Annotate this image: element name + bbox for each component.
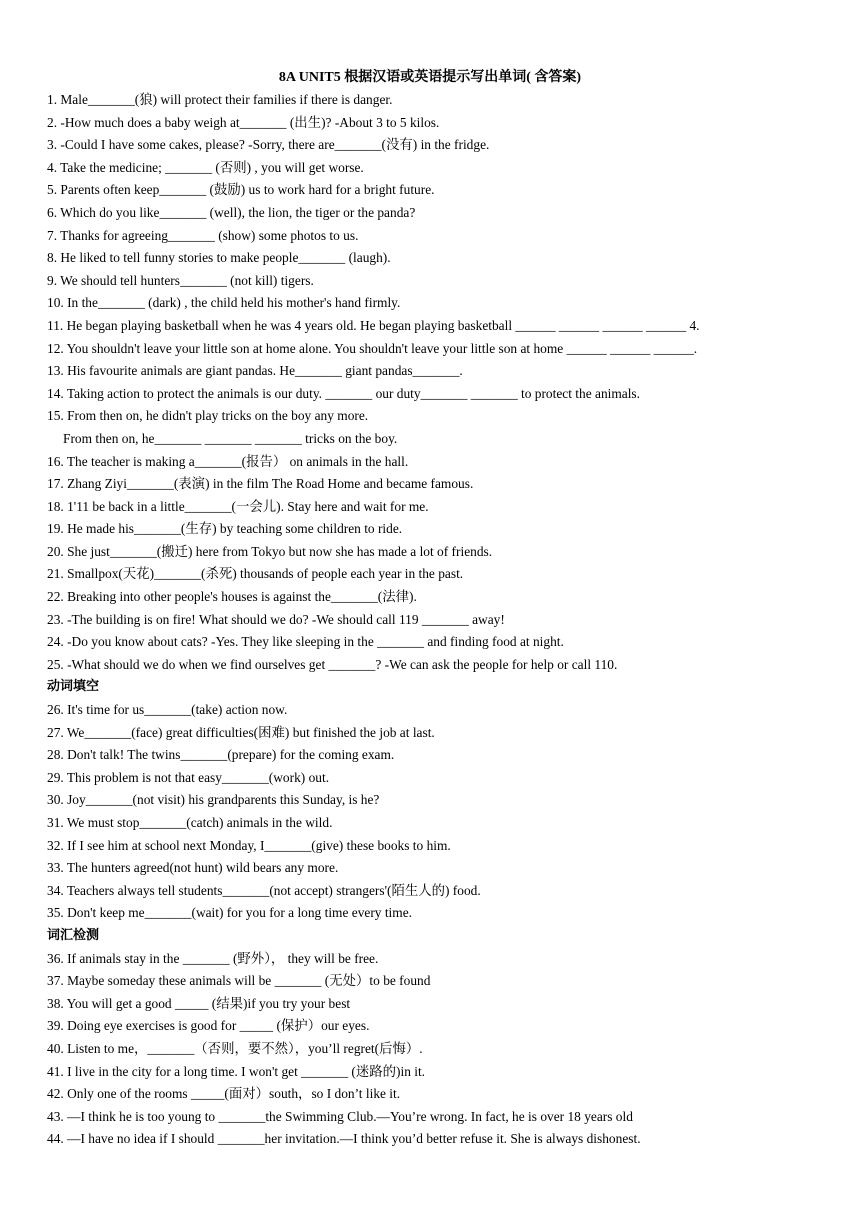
question-list xyxy=(47,89,847,1151)
question-25: 25. -What should we do when we find ourselves get _______? -We can ask the people for help or call 110. xyxy=(47,656,618,672)
question-40: 40. Listen to me，_______（否则，要不然），you’ll regret(后悔）. xyxy=(47,1040,423,1056)
question-22: 22. Breaking into other people's houses is against the_______(法律). xyxy=(47,589,417,605)
question-11: 11. He began playing basketball when he was 4 years old. He began playing basketball ______ ______ ______ ______ 4. xyxy=(47,317,700,333)
question-39: 39. Doing eye exercises is good for _____ (保护）our eyes. xyxy=(47,1018,370,1034)
question-24: 24. -Do you know about cats? -Yes. They like sleeping in the _______ and finding food at night. xyxy=(47,634,564,650)
question-17: 17. Zhang Ziyi_______(表演) in the film The Road Home and became famous. xyxy=(47,476,474,492)
question-18: 18. 1'11 be back in a little_______(一会儿). Stay here and wait for me. xyxy=(47,498,429,514)
question-9: 9. We should tell hunters_______ (not kill) tigers. xyxy=(47,272,314,288)
question-10: 10. In the_______ (dark) , the child held his mother's hand firmly. xyxy=(47,295,401,311)
question-21: 21. Smallpox(天花)_______(杀死) thousands of people each year in the past. xyxy=(47,566,464,582)
question-4: 4. Take the medicine; _______ (否则) , you will get worse. xyxy=(47,159,364,175)
question-37: 37. Maybe someday these animals will be _______ (无处）to be found xyxy=(47,973,431,989)
section-heading-vocab: 词汇检测 xyxy=(47,927,100,943)
question-33: 33. The hunters agreed(not hunt) wild bears any more. xyxy=(47,860,339,876)
question-23: 23. -The building is on fire! What should we do? -We should call 119 _______ away! xyxy=(47,611,505,627)
question-13: 13. His favourite animals are giant pandas. He_______ giant pandas_______. xyxy=(47,363,463,379)
question-42: 42. Only one of the rooms _____(面对）south，so I don’t like it. xyxy=(47,1086,401,1102)
section-heading-verbs: 动词填空 xyxy=(47,679,100,695)
question-16: 16. The teacher is making a_______(报告） on animals in the hall. xyxy=(47,453,409,469)
question-43: 43. —I think he is too young to _______the Swimming Club.—You’re wrong. In fact, he is over 18 years old xyxy=(47,1108,633,1124)
question-3: 3. -Could I have some cakes, please? -Sorry, there are_______(没有) in the fridge. xyxy=(47,137,490,153)
question-26: 26. It's time for us_______(take) action now. xyxy=(47,702,288,718)
question-7: 7. Thanks for agreeing_______ (show) some photos to us. xyxy=(47,227,359,243)
question-12: 12. You shouldn't leave your little son at home alone. You shouldn't leave your little son at home ______ ______ ______. xyxy=(47,340,698,356)
question-8: 8. He liked to tell funny stories to make people_______ (laugh). xyxy=(47,250,391,266)
question-31: 31. We must stop_______(catch) animals in the wild. xyxy=(47,815,333,830)
question-19: 19. He made his_______(生存) by teaching some children to ride. xyxy=(47,521,403,537)
question-2: 2. -How much does a baby weigh at_______ (出生)? -About 3 to 5 kilos. xyxy=(47,114,440,130)
question-1: 1. Male_______(狼) will protect their families if there is danger. xyxy=(47,92,393,107)
question-5: 5. Parents often keep_______ (鼓励) us to work hard for a bright future. xyxy=(47,182,435,198)
question-44: 44. —I have no idea if I should _______her invitation.—I think you’d better refuse it. She is always dishonest. xyxy=(47,1131,641,1147)
question-15: 15. From then on, he didn't play tricks on the boy any more. xyxy=(47,408,369,424)
page-title: 8A UNIT5 根据汉语或英语提示写出单词( 含答案) xyxy=(278,70,582,85)
question-28: 28. Don't talk! The twins_______(prepare) for the coming exam. xyxy=(47,747,395,763)
question-29: 29. This problem is not that easy_______(work) out. xyxy=(47,769,330,785)
question-30: 30. Joy_______(not visit) his grandparents this Sunday, is he? xyxy=(47,792,380,808)
question-20: 20. She just_______(搬迁) here from Tokyo but now she has made a lot of friends. xyxy=(47,543,493,559)
question-32: 32. If I see him at school next Monday, I_______(give) these books to him. xyxy=(47,837,451,853)
question-35: 35. Don't keep me_______(wait) for you for a long time every time. xyxy=(47,905,412,921)
question-41: 41. I live in the city for a long time. I won't get _______ (迷路的)in it. xyxy=(47,1063,426,1079)
question-36: 36. If animals stay in the _______ (野外）， they will be free. xyxy=(47,950,379,966)
question-6: 6. Which do you like_______ (well), the lion, the tiger or the panda? xyxy=(47,204,416,220)
question-27: 27. We_______(face) great difficulties(困难) but finished the job at last. xyxy=(47,724,435,740)
question-15-rewrite: From then on, he_______ _______ _______ tricks on the boy. xyxy=(63,430,398,446)
question-14: 14. Taking action to protect the animals is our duty. _______ our duty_______ _______ to protect the animals. xyxy=(47,385,640,401)
question-38: 38. You will get a good _____ (结果)if you try your best xyxy=(47,995,351,1011)
question-34: 34. Teachers always tell students_______(not accept) strangers'(陌生人的) food. xyxy=(47,882,481,898)
